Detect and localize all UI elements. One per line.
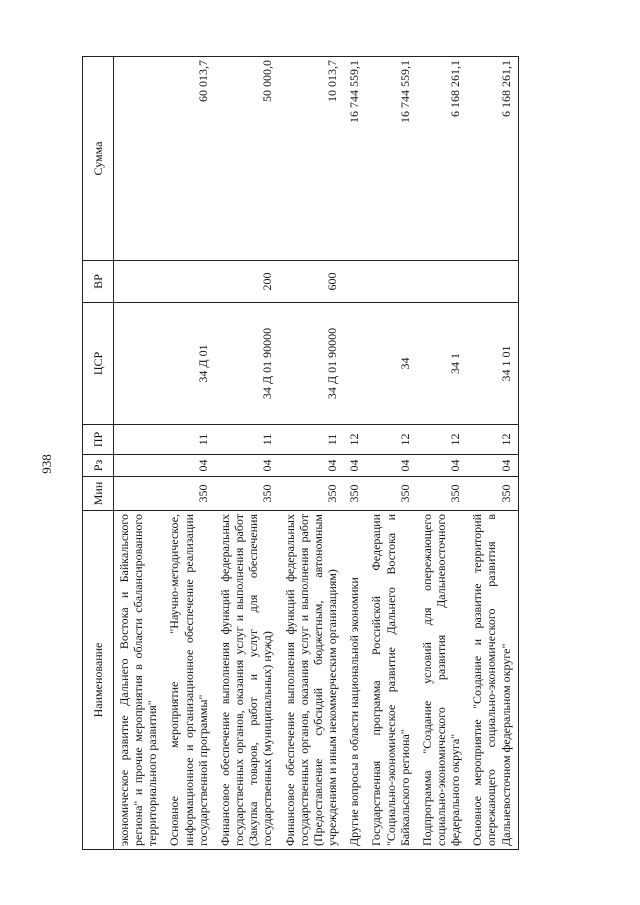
cell-vr	[114, 261, 165, 303]
cell-pr: 12	[366, 425, 416, 455]
cell-rz	[114, 455, 165, 477]
cell-rz: 04	[164, 455, 214, 477]
cell-sum: 16 744 559,1	[366, 57, 416, 261]
table-row	[164, 57, 214, 850]
cell-pr: 11	[164, 425, 214, 455]
cell-min: 350	[417, 477, 467, 511]
table-row	[467, 57, 518, 850]
cell-sum: 6 168 261,1	[467, 57, 518, 261]
cell-name: Финансовое обеспечение выполнения функций федеральных государственных органов, оказания услуг и выполнения работ (Закупка товаров, работ и услуг для обеспечения государственных (муниципальных) нужд)	[215, 511, 280, 850]
cell-min: 350	[366, 477, 416, 511]
cell-min: 350	[280, 477, 345, 511]
cell-name: Основное мероприятие "Создание и развитие территорий опережающего социально-экономического развития в Дальневосточном федеральном округе"	[467, 511, 518, 850]
cell-pr: 11	[280, 425, 345, 455]
cell-rz: 04	[280, 455, 345, 477]
cell-name: Основное мероприятие "Научно-методическое, информационное и организационное обеспечение реализации государственной программы"	[164, 511, 214, 850]
cell-sum: 60 013,7	[164, 57, 214, 261]
cell-pr: 12	[417, 425, 467, 455]
cell-rz: 04	[467, 455, 518, 477]
cell-csr: 34 1	[417, 303, 467, 425]
cell-csr: 34	[366, 303, 416, 425]
cell-pr: 12	[344, 425, 366, 455]
col-header-csr: ЦСР	[83, 303, 114, 425]
table-area	[82, 57, 612, 850]
table-row	[344, 57, 366, 850]
rotated-table-wrapper	[82, 57, 612, 850]
col-header-name: Наименование	[83, 511, 114, 850]
cell-vr: 200	[215, 261, 280, 303]
budget-table	[82, 56, 519, 850]
col-header-vr: ВР	[83, 261, 114, 303]
cell-csr: 34 1 01	[467, 303, 518, 425]
col-header-rz: Рз	[83, 455, 114, 477]
cell-name: Государственная программа Российской Федерации "Социально-экономическое развитие Дальнего Востока и Байкальского региона"	[366, 511, 416, 850]
table-row	[366, 57, 416, 850]
cell-sum	[114, 57, 165, 261]
cell-name: Финансовое обеспечение выполнения функций федеральных государственных органов, оказания услуг и выполнения работ (Предоставление субсидий бюджетным, автономным учреждениям и иным некоммерческим организациям)	[280, 511, 345, 850]
cell-csr	[114, 303, 165, 425]
cell-rz: 04	[215, 455, 280, 477]
cell-csr	[344, 303, 366, 425]
cell-rz: 04	[417, 455, 467, 477]
cell-name: Другие вопросы в области национальной экономики	[344, 511, 366, 850]
col-header-pr: ПР	[83, 425, 114, 455]
table-row	[215, 57, 280, 850]
cell-pr	[114, 425, 165, 455]
table-row	[280, 57, 345, 850]
cell-name: экономическое развитие Дальнего Востока и Байкальского региона" и прочие мероприятия в области сбалансированного территориального развития"	[114, 511, 165, 850]
cell-min: 350	[344, 477, 366, 511]
cell-vr	[417, 261, 467, 303]
table-row	[417, 57, 467, 850]
cell-csr: 34 Д 01	[164, 303, 214, 425]
cell-rz: 04	[366, 455, 416, 477]
cell-sum: 10 013,7	[280, 57, 345, 261]
cell-vr	[467, 261, 518, 303]
cell-csr: 34 Д 01 90000	[215, 303, 280, 425]
cell-sum: 50 000,0	[215, 57, 280, 261]
cell-vr	[164, 261, 214, 303]
cell-vr: 600	[280, 261, 345, 303]
col-header-sum: Сумма	[83, 57, 114, 261]
cell-sum: 6 168 261,1	[417, 57, 467, 261]
header-row	[83, 57, 114, 850]
cell-min: 350	[215, 477, 280, 511]
col-header-min: Мин	[83, 477, 114, 511]
cell-rz: 04	[344, 455, 366, 477]
cell-csr: 34 Д 01 90000	[280, 303, 345, 425]
cell-vr	[344, 261, 366, 303]
cell-min: 350	[164, 477, 214, 511]
cell-min	[114, 477, 165, 511]
cell-vr	[366, 261, 416, 303]
cell-min: 350	[467, 477, 518, 511]
page-number: 938	[39, 454, 54, 474]
cell-pr: 11	[215, 425, 280, 455]
cell-name: Подпрограмма "Создание условий для опережающего социально-экономического развития Дальневосточного федерального округа"	[417, 511, 467, 850]
cell-pr: 12	[467, 425, 518, 455]
table-row	[114, 57, 165, 850]
cell-sum: 16 744 559,1	[344, 57, 366, 261]
